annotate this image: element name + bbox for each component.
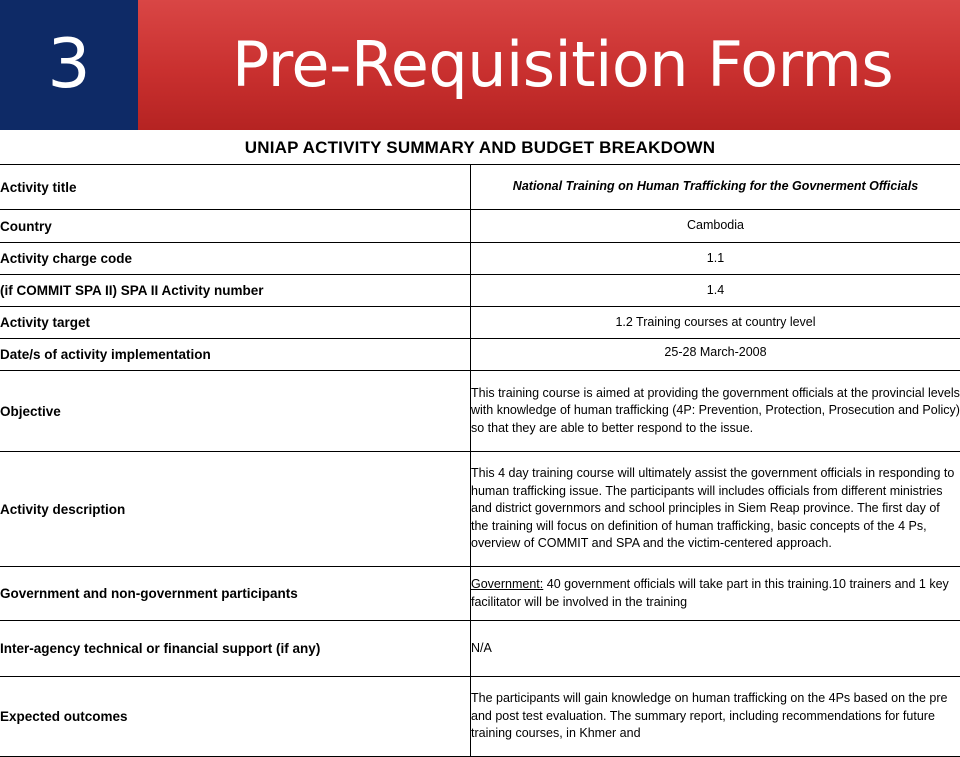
- row-label: Expected outcomes: [0, 677, 471, 757]
- participants-prefix: Government:: [471, 577, 543, 591]
- table-row: [0, 210, 960, 243]
- table-row: [0, 243, 960, 275]
- row-label: Activity charge code: [0, 243, 471, 275]
- table-row: [0, 275, 960, 307]
- table-row: [0, 339, 960, 371]
- row-value: [471, 567, 960, 621]
- table-row: [0, 165, 960, 210]
- row-label: Inter-agency technical or financial support (if any): [0, 621, 471, 677]
- row-label: Country: [0, 210, 471, 243]
- row-value: This 4 day training course will ultimately assist the government officials in responding to human trafficking issue. The participants will includes officials from different ministries and district governmors and school principles in Siem Reap province. The first day of the training will focus on definition of human trafficking, basic concepts of the 4 Ps, overview of COMMIT and SPA and the victim-centered approach.: [471, 452, 960, 567]
- row-value: N/A: [471, 621, 960, 677]
- slide-title: Pre-Requisition Forms: [232, 28, 893, 102]
- table-row: [0, 677, 960, 757]
- table-row: [0, 567, 960, 621]
- row-label: Government and non-government participants: [0, 567, 471, 621]
- row-value: 1.1: [471, 243, 960, 275]
- row-value: Cambodia: [471, 210, 960, 243]
- row-value: 25-28 March-2008: [471, 339, 960, 371]
- title-banner: [138, 0, 960, 130]
- row-value: 1.2 Training courses at country level: [471, 307, 960, 339]
- row-value: This training course is aimed at providing the government officials at the provincial levels with knowledge of human trafficking (4P: Prevention, Protection, Prosecution and Policy) so that they are able to better respond to the issue.: [471, 371, 960, 452]
- table-row: [0, 307, 960, 339]
- activity-title-value: National Training on Human Trafficking for the Govnerment Officials: [513, 179, 918, 193]
- row-label: Date/s of activity implementation: [0, 339, 471, 371]
- row-value: The participants will gain knowledge on human trafficking on the 4Ps based on the pre and post test evaluation. The summary report, including recommendations for future training courses, in Khmer and: [471, 677, 960, 757]
- document-title: UNIAP ACTIVITY SUMMARY AND BUDGET BREAKDOWN: [0, 138, 960, 158]
- row-label: Activity description: [0, 452, 471, 567]
- table-row: [0, 452, 960, 567]
- row-label: Activity target: [0, 307, 471, 339]
- row-label: (if COMMIT SPA II) SPA II Activity number: [0, 275, 471, 307]
- row-label: Objective: [0, 371, 471, 452]
- row-value: 1.4: [471, 275, 960, 307]
- section-number: 3: [0, 0, 138, 130]
- table-row: [0, 371, 960, 452]
- row-value: [471, 165, 960, 210]
- table-row: [0, 621, 960, 677]
- slide-header: [0, 0, 960, 130]
- participants-text: 40 government officials will take part in this training.10 trainers and 1 key facilitator will be involved in the training: [471, 577, 949, 609]
- activity-summary-table: [0, 164, 960, 757]
- row-label: Activity title: [0, 165, 471, 210]
